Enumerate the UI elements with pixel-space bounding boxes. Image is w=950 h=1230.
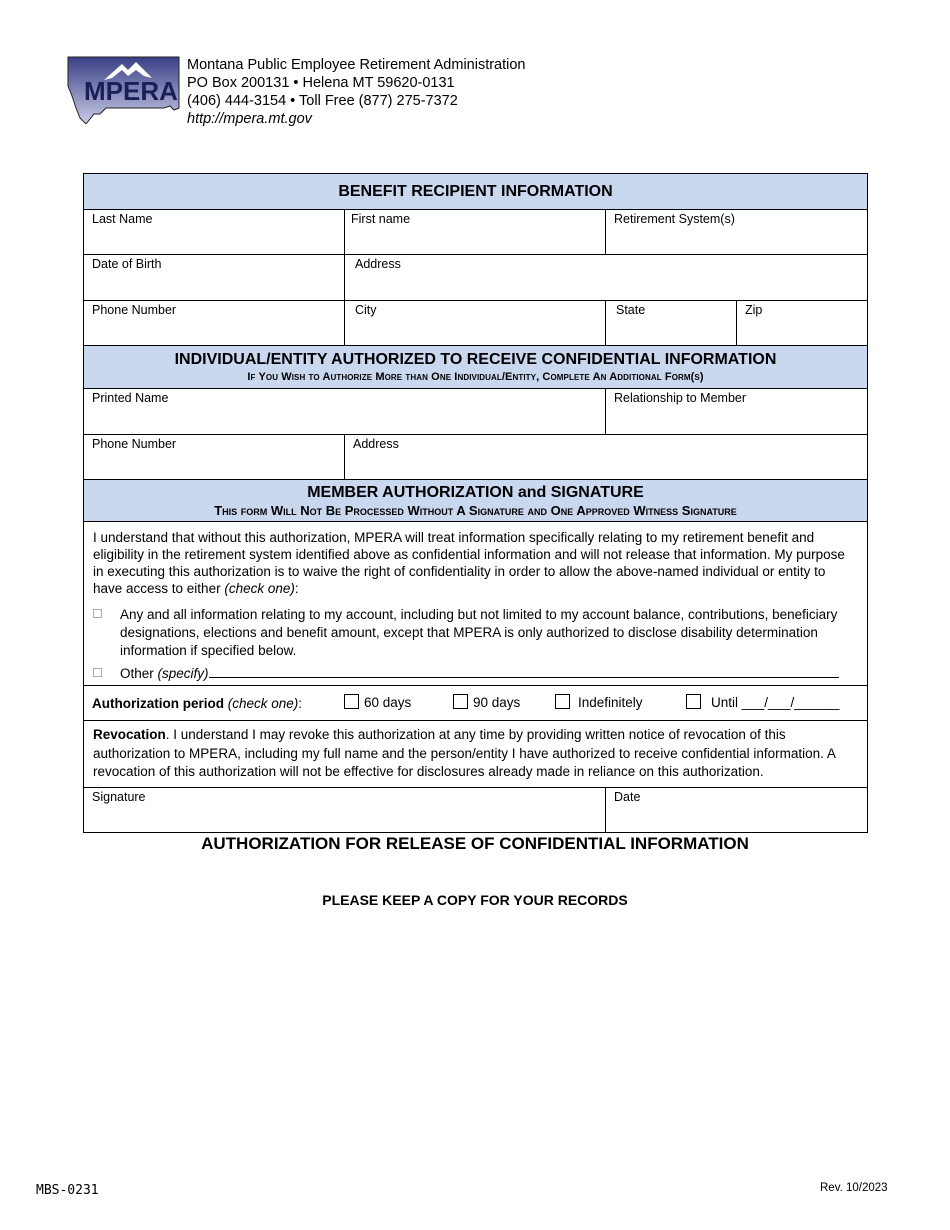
revocation-label: Revocation xyxy=(93,727,166,742)
org-name: Montana Public Employee Retirement Administration xyxy=(187,57,526,73)
field-label: Retirement System(s) xyxy=(614,212,735,226)
field-label: Address xyxy=(353,437,399,451)
revocation-text: . I understand I may revoke this authorization at any time by providing written notice of revocation of this authorization to MPERA, including my full name and the person/entity I have authorized to receive confidential information. A revocation of this authorization will not be effective for disclosures already made in reliance on this authorization. xyxy=(93,727,836,779)
other-specify-line[interactable] xyxy=(209,665,839,678)
org-phone: (406) 444-3154 • Toll Free (877) 275-7372 xyxy=(187,93,458,109)
field-label: City xyxy=(355,303,377,317)
field-label: Date of Birth xyxy=(92,257,162,271)
period-label xyxy=(92,696,302,711)
revocation-statement xyxy=(84,721,868,788)
label-until: Until ___/___/______ xyxy=(711,695,840,710)
field-label: Signature xyxy=(92,790,146,804)
section-title: BENEFIT RECIPIENT INFORMATION xyxy=(338,183,613,200)
release-form xyxy=(83,173,867,833)
authorized-phone-field[interactable] xyxy=(84,435,345,480)
checkbox-indefinitely[interactable] xyxy=(555,694,570,709)
state-field[interactable] xyxy=(606,301,737,346)
option-all-checkbox[interactable] xyxy=(93,609,102,618)
date-of-birth-field[interactable] xyxy=(84,255,345,301)
org-contact xyxy=(187,56,526,128)
option-all-label: Any and all information relating to my account, including but not limited to my account balance, contributions, beneficiary designations, elections and benefit amount, except that MPERA is only authorized to disclose disability determination information if specified below. xyxy=(120,607,838,658)
section-title: MEMBER AUTHORIZATION and SIGNATURE xyxy=(307,484,644,501)
checkbox-until[interactable] xyxy=(686,694,701,709)
label-indefinitely: Indefinitely xyxy=(578,695,643,710)
option-other[interactable] xyxy=(84,665,867,683)
intro-text: I understand that without this authorization, MPERA will treat information specifically relating to my retirement benefit and eligibility in the retirement system identified above as confidential information and will not release that information. My purpose in executing this authorization is to waive the right of confidentiality in order to allow the above-named individual or entity to have access to either xyxy=(93,530,845,596)
option-90-days[interactable] xyxy=(453,694,520,710)
revision-date: Rev. 10/2023 xyxy=(820,1182,888,1194)
authorization-period-row xyxy=(84,686,868,721)
section-authorized-individual xyxy=(84,346,868,389)
option-other-label: Other xyxy=(120,666,158,681)
field-label: Phone Number xyxy=(92,303,177,317)
option-until[interactable] xyxy=(686,694,839,710)
printed-name-field[interactable] xyxy=(84,389,606,435)
label-90-days: 90 days xyxy=(473,695,521,710)
section-title: INDIVIDUAL/ENTITY AUTHORIZED TO RECEIVE CONFIDENTIAL INFORMATION xyxy=(174,351,777,368)
intro-colon: : xyxy=(294,581,299,596)
section-member-authorization xyxy=(84,480,868,522)
option-other-specify: (specify) xyxy=(157,666,209,681)
field-label: Address xyxy=(355,257,401,271)
field-label: Date xyxy=(614,790,641,804)
intro-check-one: (check one) xyxy=(224,581,295,596)
field-label: Relationship to Member xyxy=(614,391,747,405)
retirement-system-field[interactable] xyxy=(606,210,868,255)
section-benefit-recipient xyxy=(84,174,868,210)
field-label: State xyxy=(616,303,646,317)
last-name-field[interactable] xyxy=(84,210,345,255)
first-name-field[interactable] xyxy=(345,210,606,255)
field-label: Printed Name xyxy=(92,391,169,405)
field-label: Zip xyxy=(745,303,763,317)
form-title: AUTHORIZATION FOR RELEASE OF CONFIDENTIAL INFORMATION xyxy=(201,834,749,853)
checkbox-60-days[interactable] xyxy=(344,694,359,709)
label-60-days: 60 days xyxy=(364,695,412,710)
option-all-information[interactable] xyxy=(84,606,867,660)
revocation-paragraph xyxy=(84,721,867,786)
date-field[interactable] xyxy=(606,788,868,833)
form-number: MBS-0231 xyxy=(36,1183,99,1198)
period-check-one: (check one) xyxy=(224,696,299,711)
period-colon: : xyxy=(298,696,303,711)
option-other-checkbox[interactable] xyxy=(93,668,102,677)
signature-field[interactable] xyxy=(84,788,606,833)
authorization-statement xyxy=(84,522,868,686)
phone-number-field[interactable] xyxy=(84,301,345,346)
svg-text:MPERA: MPERA xyxy=(84,76,178,106)
zip-field[interactable] xyxy=(737,301,868,346)
keep-copy-notice: PLEASE KEEP A COPY FOR YOUR RECORDS xyxy=(322,892,628,908)
field-label: First name xyxy=(351,212,411,226)
option-indefinitely[interactable] xyxy=(555,694,643,710)
city-field[interactable] xyxy=(345,301,606,346)
checkbox-90-days[interactable] xyxy=(453,694,468,709)
field-label: Last Name xyxy=(92,212,153,226)
authorized-address-field[interactable] xyxy=(345,435,868,480)
section-subtitle: This form Will Not Be Processed Without A Signature and One Approved Witness Signature xyxy=(214,503,737,518)
org-url[interactable]: http://mpera.mt.gov xyxy=(187,111,312,127)
org-address: PO Box 200131 • Helena MT 59620-0131 xyxy=(187,75,455,91)
relationship-field[interactable] xyxy=(606,389,868,435)
section-subtitle: If You Wish to Authorize More than One Individual/Entity, Complete An Additional Form(s) xyxy=(247,371,704,383)
address-field[interactable] xyxy=(345,255,868,301)
period-label-text: Authorization period xyxy=(92,696,224,711)
field-label: Phone Number xyxy=(92,437,177,451)
mpera-logo xyxy=(66,56,181,124)
option-60-days[interactable] xyxy=(344,694,411,710)
intro-paragraph xyxy=(84,522,867,601)
